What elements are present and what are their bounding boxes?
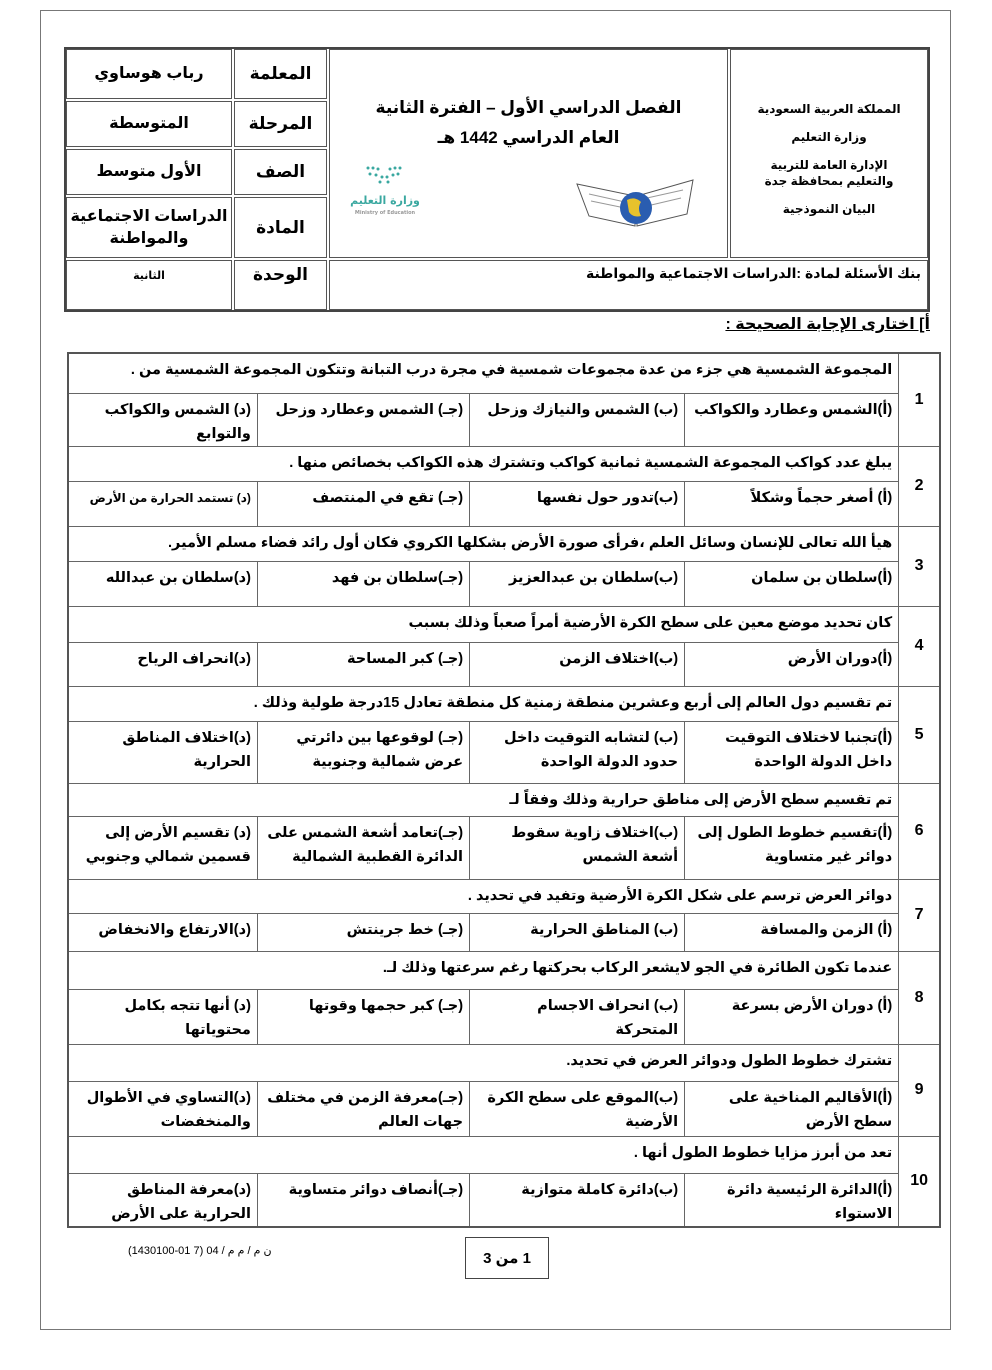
subject-value: الدراسات الاجتماعية والمواطنة <box>66 197 232 258</box>
teacher-label: المعلمة <box>234 49 327 99</box>
subject-label: المادة <box>234 197 327 258</box>
question-stem: تم تقسيم دول العالم إلى أربع وعشرين منطقة زمنية كل منطقة تعادل 15درجة طولية وذلك . <box>68 686 899 721</box>
question-stem-row <box>68 446 940 481</box>
question-number: 3 <box>899 526 940 606</box>
grade-label: الصف <box>234 149 327 195</box>
question-number: 7 <box>899 879 940 951</box>
grade-value: الأول متوسط <box>66 149 232 195</box>
question-stem-row <box>68 1044 940 1081</box>
question-number: 9 <box>899 1044 940 1136</box>
question-stem: كان تحديد موضع معين على سطح الكرة الأرضية أمراً صعباً وذلك بسبب <box>68 606 899 642</box>
question-stem: تعد من أبرز مزايا خطوط الطول أنها . <box>68 1136 899 1173</box>
questions-table <box>67 352 941 1228</box>
question-stem-row <box>68 686 940 721</box>
answer-option-c[interactable]: (جـ)معرفة الزمن في مختلف جهات العالم <box>257 1081 469 1136</box>
answer-option-b[interactable]: (ب)اختلاف الزمن <box>470 642 685 686</box>
answer-option-c[interactable]: (جـ) تقع في المنتصف <box>257 481 469 526</box>
answer-option-c[interactable]: (جـ)تعامد أشعة الشمس على الدائرة القطبية الشمالية <box>257 816 469 879</box>
stage-value: المتوسطة <box>66 101 232 147</box>
question-number: 1 <box>899 353 940 446</box>
unit-label: الوحدة <box>234 260 327 310</box>
answer-option-c[interactable]: (جـ) الشمس وعطارد وزحل <box>257 393 469 446</box>
question-number: 8 <box>899 951 940 1044</box>
question-bank-title: بنك الأسئلة لمادة :الدراسات الاجتماعية والمواطنة <box>329 260 928 310</box>
answer-option-c[interactable]: (جـ)سلطان بن فهد <box>257 561 469 606</box>
answer-option-d[interactable]: (د) تقسيم الأرض إلى قسمين شمالي وجنوبي <box>68 816 257 879</box>
answer-option-b[interactable]: (ب)سلطان بن عبدالعزيز <box>470 561 685 606</box>
answer-option-b[interactable]: (ب)دائرة كاملة متوازية <box>470 1173 685 1227</box>
answer-option-a[interactable]: (أ) دوران الأرض بسرعة <box>685 989 899 1044</box>
question-stem: المجموعة الشمسية هي جزء من عدة مجموعات شمسية في مجرة درب التبانة وتتكون المجموعة الشمسية من . <box>68 353 899 393</box>
answer-option-d[interactable]: (د) الشمس والكواكب والتوابع <box>68 393 257 446</box>
answer-option-c[interactable]: (جـ) كبر المساحة <box>257 642 469 686</box>
page-number: 1 من 3 <box>465 1237 549 1279</box>
answer-option-a[interactable]: (أ)تجنبا لاختلاف التوقيت داخل الدولة الواحدة <box>685 721 899 783</box>
semester-title: الفصل الدراسي الأول – الفترة الثانية <box>375 98 682 117</box>
question-options-row <box>68 989 940 1044</box>
question-options-row <box>68 642 940 686</box>
question-stem-row <box>68 353 940 393</box>
answer-option-a[interactable]: (أ)الشمس وعطارد والكواكب <box>685 393 899 446</box>
answer-option-d[interactable]: (د)انحراف الرياح <box>68 642 257 686</box>
answer-option-b[interactable]: (ب) انحراف الاجسام المتحركة <box>470 989 685 1044</box>
question-stem: يبلغ عدد كواكب المجموعة الشمسية ثمانية كواكب وتشترك هذه الكواكب بخصائص منها . <box>68 446 899 481</box>
question-options-row <box>68 561 940 606</box>
answer-option-b[interactable]: (ب)الموقع على سطح الكرة الأرضية <box>470 1081 685 1136</box>
answer-option-a[interactable]: (أ)الدائرة الرئيسية دائرة الاستواء <box>685 1173 899 1227</box>
answer-option-a[interactable]: (أ) الزمن والمسافة <box>685 913 899 951</box>
question-number: 5 <box>899 686 940 783</box>
answer-option-a[interactable]: (أ)الأقاليم المناخية على سطح الأرض <box>685 1081 899 1136</box>
answer-option-d[interactable]: (د) تستمد الحرارة من الأرض <box>68 481 257 526</box>
question-options-row <box>68 393 940 446</box>
question-stem: دوائر العرض ترسم على شكل الكرة الأرضية وتفيد في تحديد . <box>68 879 899 913</box>
directorate-name: الإدارة العامة للتربية والتعليم بمحافظة جدة <box>764 157 894 188</box>
answer-option-d[interactable]: (د)معرفة المناطق الحرارية على الأرض <box>68 1173 257 1227</box>
teacher-value: رباب هوساوي <box>66 49 232 99</box>
svg-text:وزارة التعليم: وزارة التعليم <box>350 194 420 207</box>
answer-option-b[interactable]: (ب) الشمس والنيازك وزحل <box>470 393 685 446</box>
ministry-name: وزارة التعليم <box>791 129 867 144</box>
question-stem-row <box>68 783 940 816</box>
question-number: 10 <box>899 1136 940 1227</box>
question-number: 4 <box>899 606 940 686</box>
question-stem-row <box>68 1136 940 1173</box>
answer-option-d[interactable]: (د)سلطان بن عبدالله <box>68 561 257 606</box>
question-options-row <box>68 1081 940 1136</box>
answer-option-d[interactable]: (د)التساوي في الأطوال والمنخفضات <box>68 1081 257 1136</box>
answer-option-a[interactable]: (أ)تقسيم خطوط الطول إلى دوائر غير متساوية <box>685 816 899 879</box>
answer-option-b[interactable]: (ب)تدور حول نفسها <box>470 481 685 526</box>
country-name: المملكة العربية السعودية <box>757 101 901 116</box>
instruction-heading: أ] اختارى الإجابة الصحيحة : <box>725 316 930 333</box>
question-options-row <box>68 816 940 879</box>
answer-option-c[interactable]: (جـ) خط جرينتش <box>257 913 469 951</box>
question-stem-row <box>68 526 940 561</box>
question-stem: تم تقسيم سطح الأرض إلى مناطق حرارية وذلك وفقاً لـ <box>68 783 899 816</box>
answer-option-b[interactable]: (ب) لتشابه التوقيت داخل حدود الدولة الواحدة <box>470 721 685 783</box>
answer-option-d[interactable]: (د) أنها تتجه بكامل محتوياتها <box>68 989 257 1044</box>
question-stem-row <box>68 606 940 642</box>
question-options-row <box>68 1173 940 1227</box>
svg-text:Ministry of Education: Ministry of Education <box>354 210 416 216</box>
answer-option-c[interactable]: (جـ) كبر حجمها وقوتها <box>257 989 469 1044</box>
ministry-logo <box>350 160 420 222</box>
answer-option-a[interactable]: (أ)سلطان بن سلمان <box>685 561 899 606</box>
answer-option-c[interactable]: (جـ) لوقوعها بين دائرتي عرض شمالية وجنوبية <box>257 721 469 783</box>
year-title: العام الدراسي 1442 هـ <box>437 128 620 147</box>
question-stem-row <box>68 951 940 989</box>
answer-option-c[interactable]: (جـ)أنصاف دوائر متساوية <box>257 1173 469 1227</box>
institution-info <box>730 49 928 258</box>
title-cell <box>329 49 728 258</box>
question-stem: تشترك خطوط الطول ودوائر العرض في تحديد. <box>68 1044 899 1081</box>
school-name: البيان النموذجية <box>782 201 876 216</box>
header-table <box>64 47 930 312</box>
question-stem: عندما تكون الطائرة في الجو لايشعر الركاب بحركتها رغم سرعتها وذلك لـ. <box>68 951 899 989</box>
stage-label: المرحلة <box>234 101 327 147</box>
question-number: 2 <box>899 446 940 526</box>
question-number: 6 <box>899 783 940 879</box>
answer-option-d[interactable]: (د)الارتفاع والانخفاض <box>68 913 257 951</box>
answer-option-d[interactable]: (د)اختلاف المناطق الحرارية <box>68 721 257 783</box>
answer-option-a[interactable]: (أ)دوران الأرض <box>685 642 899 686</box>
answer-option-b[interactable]: (ب) المناطق الحرارية <box>470 913 685 951</box>
unit-value: الثانية <box>66 260 232 310</box>
question-options-row <box>68 721 940 783</box>
question-options-row <box>68 481 940 526</box>
answer-option-a[interactable]: (أ) أصغر حجماً وشكلاً <box>685 481 899 526</box>
question-stem-row <box>68 879 940 913</box>
school-logo <box>575 178 695 230</box>
answer-option-b[interactable]: (ب)اختلاف زاوية سقوط أشعة الشمس <box>470 816 685 879</box>
question-options-row <box>68 913 940 951</box>
question-stem: هيأ الله تعالى للإنسان وسائل العلم ،فرأى صورة الأرض بشكلها الكروي فكان أول رائد فضاء مسلم الأمير. <box>68 526 899 561</box>
document-code: ن م / م م / 04 (7 01-1430100) <box>128 1245 272 1257</box>
